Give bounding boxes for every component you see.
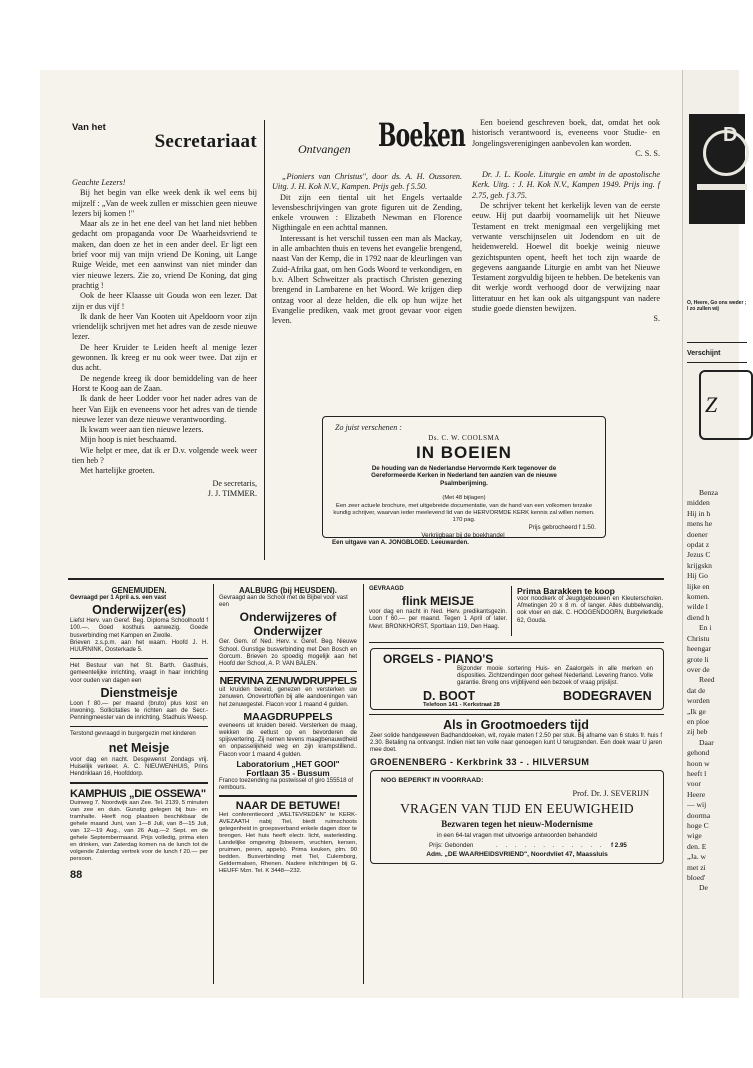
secretariaat-heading xyxy=(72,122,257,153)
ad-text: Loon f 80.— per maand (bruto) plus kost en inwoning. Sollicitaties te richten aan de Secr.-Penningmeester van de inrichting, Stadhuis Weesp. xyxy=(70,700,208,722)
column-rule xyxy=(264,120,265,560)
reviewer-initials: C. S. S. xyxy=(635,148,660,158)
ad-text-2: eveneens uit kruiden bereid. Versterken de maag, wekken de eetlust op en bevorderen de spijsvertering. Zij nemen tevens maagbenauwdheid en onpasselijkheid weg en zijn krampstillend.. Flacon voor 1 maand 4 gulden. xyxy=(219,722,357,758)
ad-lead: GEVRAAGD xyxy=(369,586,404,592)
ad-headline: ORGELS - PIANO'S xyxy=(383,652,494,666)
review-heading: Dr. J. L. Koole. Liturgie en ambt in de apostolische Kerk. Uitg. : J. H. Kok N.V., Kampen 1949. Prijs ing. f 2.75, geb. f 3.75. xyxy=(472,170,660,200)
ad-author: Ds. C. W. COOLSMA xyxy=(428,434,500,442)
initial-letter: Z xyxy=(705,392,718,417)
paragraph: Mijn hoop is niet beschaamd. xyxy=(80,435,177,445)
ad-column-b xyxy=(219,586,357,875)
ad-lead: Gevraagd aan de School met de Bijbel voor vast een xyxy=(219,595,348,609)
ad-text: Zeer solide handgeweven Badhanddoeken, wit, royale maten f 2.50 per stuk. Bij afname van 6 stuks fr. huis f 2.30. Betaling na ontvangst. Indien niet ten volle naar genoegen kunt U terugzenden. Een doek waar U jaren mee doet. xyxy=(370,733,662,754)
ad-lead: Het Bestuur van het St. Barth. Gasthuis, gemeentelijke inrichting, vraagt in haar inrichting voor ouden van dagen een xyxy=(70,663,208,684)
ad-text: Het conferentieoord „WELTEVREDEN" te KERK-AVEZAATH nabij Tiel, biedt ruimschoots gelegenheid in groepsverband enkele dagen door te brengen. Het huis heeft electr. licht, waterleiding. Landelijke omgeving (bloesem, vruchten, kersen, pruimen, peren, appels). Prima keuken, plm. 90 bedden. Busverbinding met Tiel, Culemborg, Geldermalsen, Rhenen. Nadere inlichtingen bij G. HEUFF Mzn. Tel. K 3448—232. xyxy=(219,811,357,874)
ad-barakken xyxy=(517,586,663,625)
ad-city: BODEGRAVEN xyxy=(563,689,652,703)
ad-place: AALBURG (bij HEUSDEN). xyxy=(239,586,337,595)
ad-text: voor dag en nacht in Ned. Herv. predikantsgezin. Loon f 60.— per maand. Tegen 1 April of later. Mevr. BRONKHORST, Sportlaan 119, Den Haag. xyxy=(369,609,507,630)
in-boeien-ad xyxy=(322,416,606,538)
ad-genemuiden xyxy=(70,586,208,654)
paragraph: Wie helpt er mee, dat ik er D.v. volgende week weer tien heb ? xyxy=(72,445,257,466)
ad-headline: Onderwijzeres of Onderwijzer xyxy=(239,610,337,639)
ad-text: Duinweg 7. Noordwijk aan Zee. Tel. 2139, 5 minuten van zee en duin. Gunstig gelegen bij bus- en tramhalte. Heeft nog plaatsen beschikbaar de gehele maand Juni, van 1—8 Juli, van 8—15 Juli, van 12—19 Aug., van 26 Aug.—2 Sept. en de gehele Septembermaand. Prijs volledig, prima eten en drinken, van Zaterdag komen na de lunch tot de volgende Zaterdag vertrek voor de lunch f 20.— per persoon. xyxy=(70,799,208,862)
paragraph: De negende kreeg ik door bemiddeling van de heer Horst te Koog aan de Zaan. xyxy=(72,373,257,393)
ad-severijn: NOG BEPERKT IN VOORRAAD: Prof. Dr. J. SEVERIJN VRAGEN VAN TIJD EN EEUWIGHEID Bezwaren tegen het nieuw-Modernisme in een 64-tal vragen met uitvoerige antwoorden behandeld Prijs: Gebonden . . . . . . . . . . . . f 2.95 Adm. „DE WAARHEIDSVRIEND", Noordvliet 47, Maassluis xyxy=(370,770,664,864)
review-heading: „Pioniers van Christus", door ds. A. H. Oussoren. Uitg. J. H. Kok N.V., Kampen. Prijs geb. f 5.50. xyxy=(272,172,462,192)
ad-price: f 2.95 xyxy=(611,842,627,849)
ad-price-label: Prijs: Gebonden xyxy=(429,842,474,849)
ad-headline: Als in Grootmoeders tijd xyxy=(443,718,589,732)
ad-headline: KAMPHUIS „DIE OSSEWA" xyxy=(70,787,206,800)
ad-flink-meisje xyxy=(369,586,507,631)
ad-column-a xyxy=(70,586,208,881)
boeken-column-3 xyxy=(472,118,660,325)
paragraph: De heer Kruider te Leiden heeft al menige lezer gewonnen. Ik kreeg er nu ook weer twee. Dat zijn er dus acht. xyxy=(72,342,257,373)
boeken-title: Boeken xyxy=(378,116,466,154)
signature: J. J. TIMMER. xyxy=(207,488,257,498)
ad-betuwe xyxy=(219,800,357,875)
paragraph: Interessant is het verschil tussen een man als Mackay, in alle ambachten thuis en tevens het evangelie brengend, naast Van der Kemp, die in 1792 naar de kleurlingen van Zuid-Afrika gaat, om hen Gods Woord te verkondigen, en b.v. Albert Schweitzer als practisch Christen genezing brengend in Lambarene en het Woord. We krijgen diep ontzag voor al deze helden, die elk op hun wijze het Evangelie prediken, vaak met groot gevaar voor eigen leven. xyxy=(272,233,462,326)
boeken-review-1 xyxy=(272,172,462,326)
ad-text: Liefst Herv. van Geref. Beg. Diploma Schoolhoofd f 100.—. Goed kosthuis aanwezig. Goede busverbinding met Kampen en Zwolle. xyxy=(70,618,208,639)
ad-phone: Telefoon 141 - Kerkstraat 28 xyxy=(423,702,500,708)
ad-publisher: Een uitgave van A. JONGBLOED. Leeuwarden. xyxy=(332,539,469,547)
caption: O, Heere, Go ons weder ; l zo zullen wij xyxy=(687,300,747,312)
ad-contact: Brieven z.s.p.m. aan het waarn. Hoofd J. H. HUURNINK, Oosterkade 5. xyxy=(70,639,208,654)
ad-text: in een 64-tal vragen met uitvoerige antwoorden behandeld xyxy=(437,832,597,839)
ad-orgels xyxy=(370,648,664,710)
boeken-heading xyxy=(272,116,466,166)
ad-text: voor dag en nacht. Desgewenst Zondags vrij. Huiselijk verkeer. A. C. NIEUWENHUIS, Prins Hendriklaan 16, Hoofddorp. xyxy=(70,756,208,778)
ad-headline: Dienstmeisje xyxy=(100,685,178,700)
paragraph: Met hartelijke groeten. xyxy=(80,466,155,476)
page-number: 88 xyxy=(70,868,83,881)
secretariaat-title: Secretariaat xyxy=(154,131,257,152)
ad-text: Ger. Gem. of Ned. Herv. v. Geref. Beg. Nieuwe School. Gunstige busverbinding met Den Bosch en Gorcum. Brieven zo spoedig mogelijk aan het Hoofd der School, A. P. VAN BALEN. xyxy=(219,639,357,668)
ad-footer: GROENENBERG - Kerkbrink 33 - . HILVERSUM xyxy=(370,756,590,767)
ad-author: Prof. Dr. J. SEVERIJN xyxy=(572,789,649,798)
ad-headline: VRAGEN VAN TIJD EN EEUWIGHEID xyxy=(400,801,634,816)
ad-headline: NERVINA ZENUWDRUPPELS xyxy=(219,675,357,688)
ad-headline-2: MAAGDRUPPELS xyxy=(243,710,333,723)
ad-text: Bijzonder mooie sortering Huis- en Zaalorgels in alle merken en disposities. Zichtzendingen door geheel Nederland. Levering franco. Volle garantie. Breng ons vrijblijvend een bezoek of vraag prijslijst. xyxy=(457,666,653,687)
illustration-block: D xyxy=(689,114,745,224)
paragraph: De schrijver tekent het kerkelijk leven van de eerste eeuw. Hij put daarbij voornamelijk uit het Nieuwe Testament en trekt menigmaal een vergelijking met verwante verschijnselen uit Jodendom en uit de heidenwereld. Hoewel dit boekje weinig nieuwe gezichtspunten opent, heeft het toch zijn waarde de gegevens aangaande Liturgie en ambt van het Nieuwe Testament zorgvuldig bijeen te hebben. De betekenis van dit werkje wordt verhoogd door de verwijzing naar litteratuur en het kan ook als uitgangspunt van nadere studie goede diensten bewijzen. xyxy=(472,201,660,314)
ad-price: Prijs gebrocheerd f 1.50. xyxy=(528,524,596,531)
paragraph: Ik kwam weer aan tien nieuwe lezers. xyxy=(80,425,204,435)
paragraph: Ik dank de heer Van Kooten uit Apeldoorn voor zijn vriendelijk schrijven met het adres van de zesde nieuwe lezer. xyxy=(72,311,257,342)
ad-headline: flink MEISJE xyxy=(401,594,475,609)
ad-lab: Laboratorium „HET GOOI" xyxy=(236,759,340,769)
ad-bijlagen: (Met 48 bijlagen) xyxy=(442,495,486,501)
section-divider xyxy=(68,578,664,580)
ad-dienstmeisje xyxy=(70,663,208,722)
paragraph: Maar als ze in het ene deel van het land niet hebben gedacht om propaganda voor De Waarheidsvriend te maken, dan doen ze het in een ander deel. Er ligt een brief voor mij van mijn vriend De Koning, uit Lange Ruige Weide, met een aanwinst van niet minder dan vier nieuwe lezers. Zie zo, vriend De Koning, dat ging prachtig ! xyxy=(72,219,257,290)
ad-address: Fortlaan 35 - Bussum xyxy=(246,768,330,778)
in-boeien-ad-footer xyxy=(322,524,604,547)
ad-headline: NAAR DE BETUWE! xyxy=(235,799,341,812)
ad-text: uit kruiden bereid, genezen en versterken uw zenuwen. Onovertroffen bij alle aandoeningen van het zenuwgestel. Flacon voor 1 maand 4 gulden. xyxy=(219,687,357,708)
paragraph: Bij het begin van elke week denk ik wel eens bij mijzelf : „Van de week zullen er misschien geen nieuwe lezers bij komen !" xyxy=(72,188,257,218)
ad-description: Een zeer actuele brochure, met uitgebreide documentatie, van de hand van een volkomen terzake kundig schrijver, waarvan ieder meelevend lid van de HERVORMDE KERK kennis zal willen nemen. 170 pag. xyxy=(333,503,595,523)
ad-subtitle: De houding van de Nederlandse Hervormde Kerk tegenover de Gereformeerde Kerken in Nederland ten aanzien van de nieuwe Psalmberijming. xyxy=(371,465,557,487)
ad-available: Verkrijgbaar bij de boekhandel xyxy=(421,531,505,539)
secretariaat-body xyxy=(72,178,257,499)
paragraph: Dit zijn een tiental uit het Engels vertaalde levensbeschrijvingen van grote figuren uit de Zending, enkele vrouwen : Elizabeth Newman en Florence Nigthingale en een achttal mannen. xyxy=(272,192,462,233)
ad-text: voor noodkerk of Jeugdgebouwen en Kleuterscholen. Afmetingen 20 x 8 m. of langer. Alles dubbelwandig, ook vloer en dak. C. HOOGENDOORN, Burgvlietkade 62, Gouda. xyxy=(517,596,663,624)
ad-name: D. BOOT xyxy=(423,689,476,703)
paragraph: Ook de heer Klaasse uit Gouda won een lezer. Dat zijn er dus vijf ! xyxy=(72,291,257,311)
reviewer-initial: S. xyxy=(653,314,660,324)
right-page-text: Benza midden Hij in h mens he doener opdat z Jezus C krijgskn Hij Go lijke en komen. wilde l diend h En i Christu heengar grote li over de Reed dat de worden „Ik ge en ploe zij heb Daar gehond hoon w heeft l voor Heere — wij doorma hoge C wige den. E „Ja. w met zi bloed' De xyxy=(687,488,718,893)
ad-postal: Franco toezending na postwissel of giro 155518 of rembours. xyxy=(219,777,354,792)
ad-headline: Onderwijzer(es) xyxy=(92,603,186,618)
ad-intro: Zo juist verschenen : xyxy=(335,423,402,432)
ad-net-meisje xyxy=(70,731,208,778)
signoff: De secretaris, xyxy=(212,478,257,488)
newspaper-page xyxy=(40,70,682,998)
ad-lead: Gevraagd per 1 April a.s. een vast xyxy=(70,595,167,601)
ad-place: GENEMUIDEN. xyxy=(111,586,167,595)
ad-aalburg xyxy=(219,586,357,668)
ad-lead: NOG BEPERKT IN VOORRAAD: xyxy=(381,777,484,784)
boeken-kicker: Ontvangen xyxy=(298,142,351,156)
ad-lead: Terstond gevraagd in burgergezin met kinderen xyxy=(70,731,196,738)
ad-nervina xyxy=(219,675,357,792)
salutation: Geachte Lezers! xyxy=(72,178,126,187)
adjacent-page-fragment xyxy=(682,70,747,998)
verschijnt-label: Verschijnt xyxy=(687,350,721,357)
paragraph: Ik dank de heer Lodder voor het nader adres van de heer Van Eijk en eveneens voor het adres van de tiende nieuwe lezer van deze nieuwe verantwoording. xyxy=(72,394,257,424)
ad-book-title: IN BOEIEN xyxy=(416,443,512,462)
paragraph: Een boeiend geschreven boek, dat, omdat het ook historisch verantwoord is, eveneens voor Studie- en Jongelingsverenigingen aanbevolen kan worden. xyxy=(472,118,660,148)
ad-kamphuis xyxy=(70,788,208,863)
ad-address: Adm. „DE WAARHEIDSVRIEND", Noordvliet 47, Maassluis xyxy=(426,851,608,858)
ad-headline: Prima Barakken te koop xyxy=(517,586,615,596)
ad-headline: net Meisje xyxy=(108,740,170,755)
ad-subtitle: Bezwaren tegen het nieuw-Modernisme xyxy=(441,819,593,829)
ad-grootmoeders xyxy=(370,718,662,767)
secretariaat-kicker: Van het xyxy=(72,122,106,133)
